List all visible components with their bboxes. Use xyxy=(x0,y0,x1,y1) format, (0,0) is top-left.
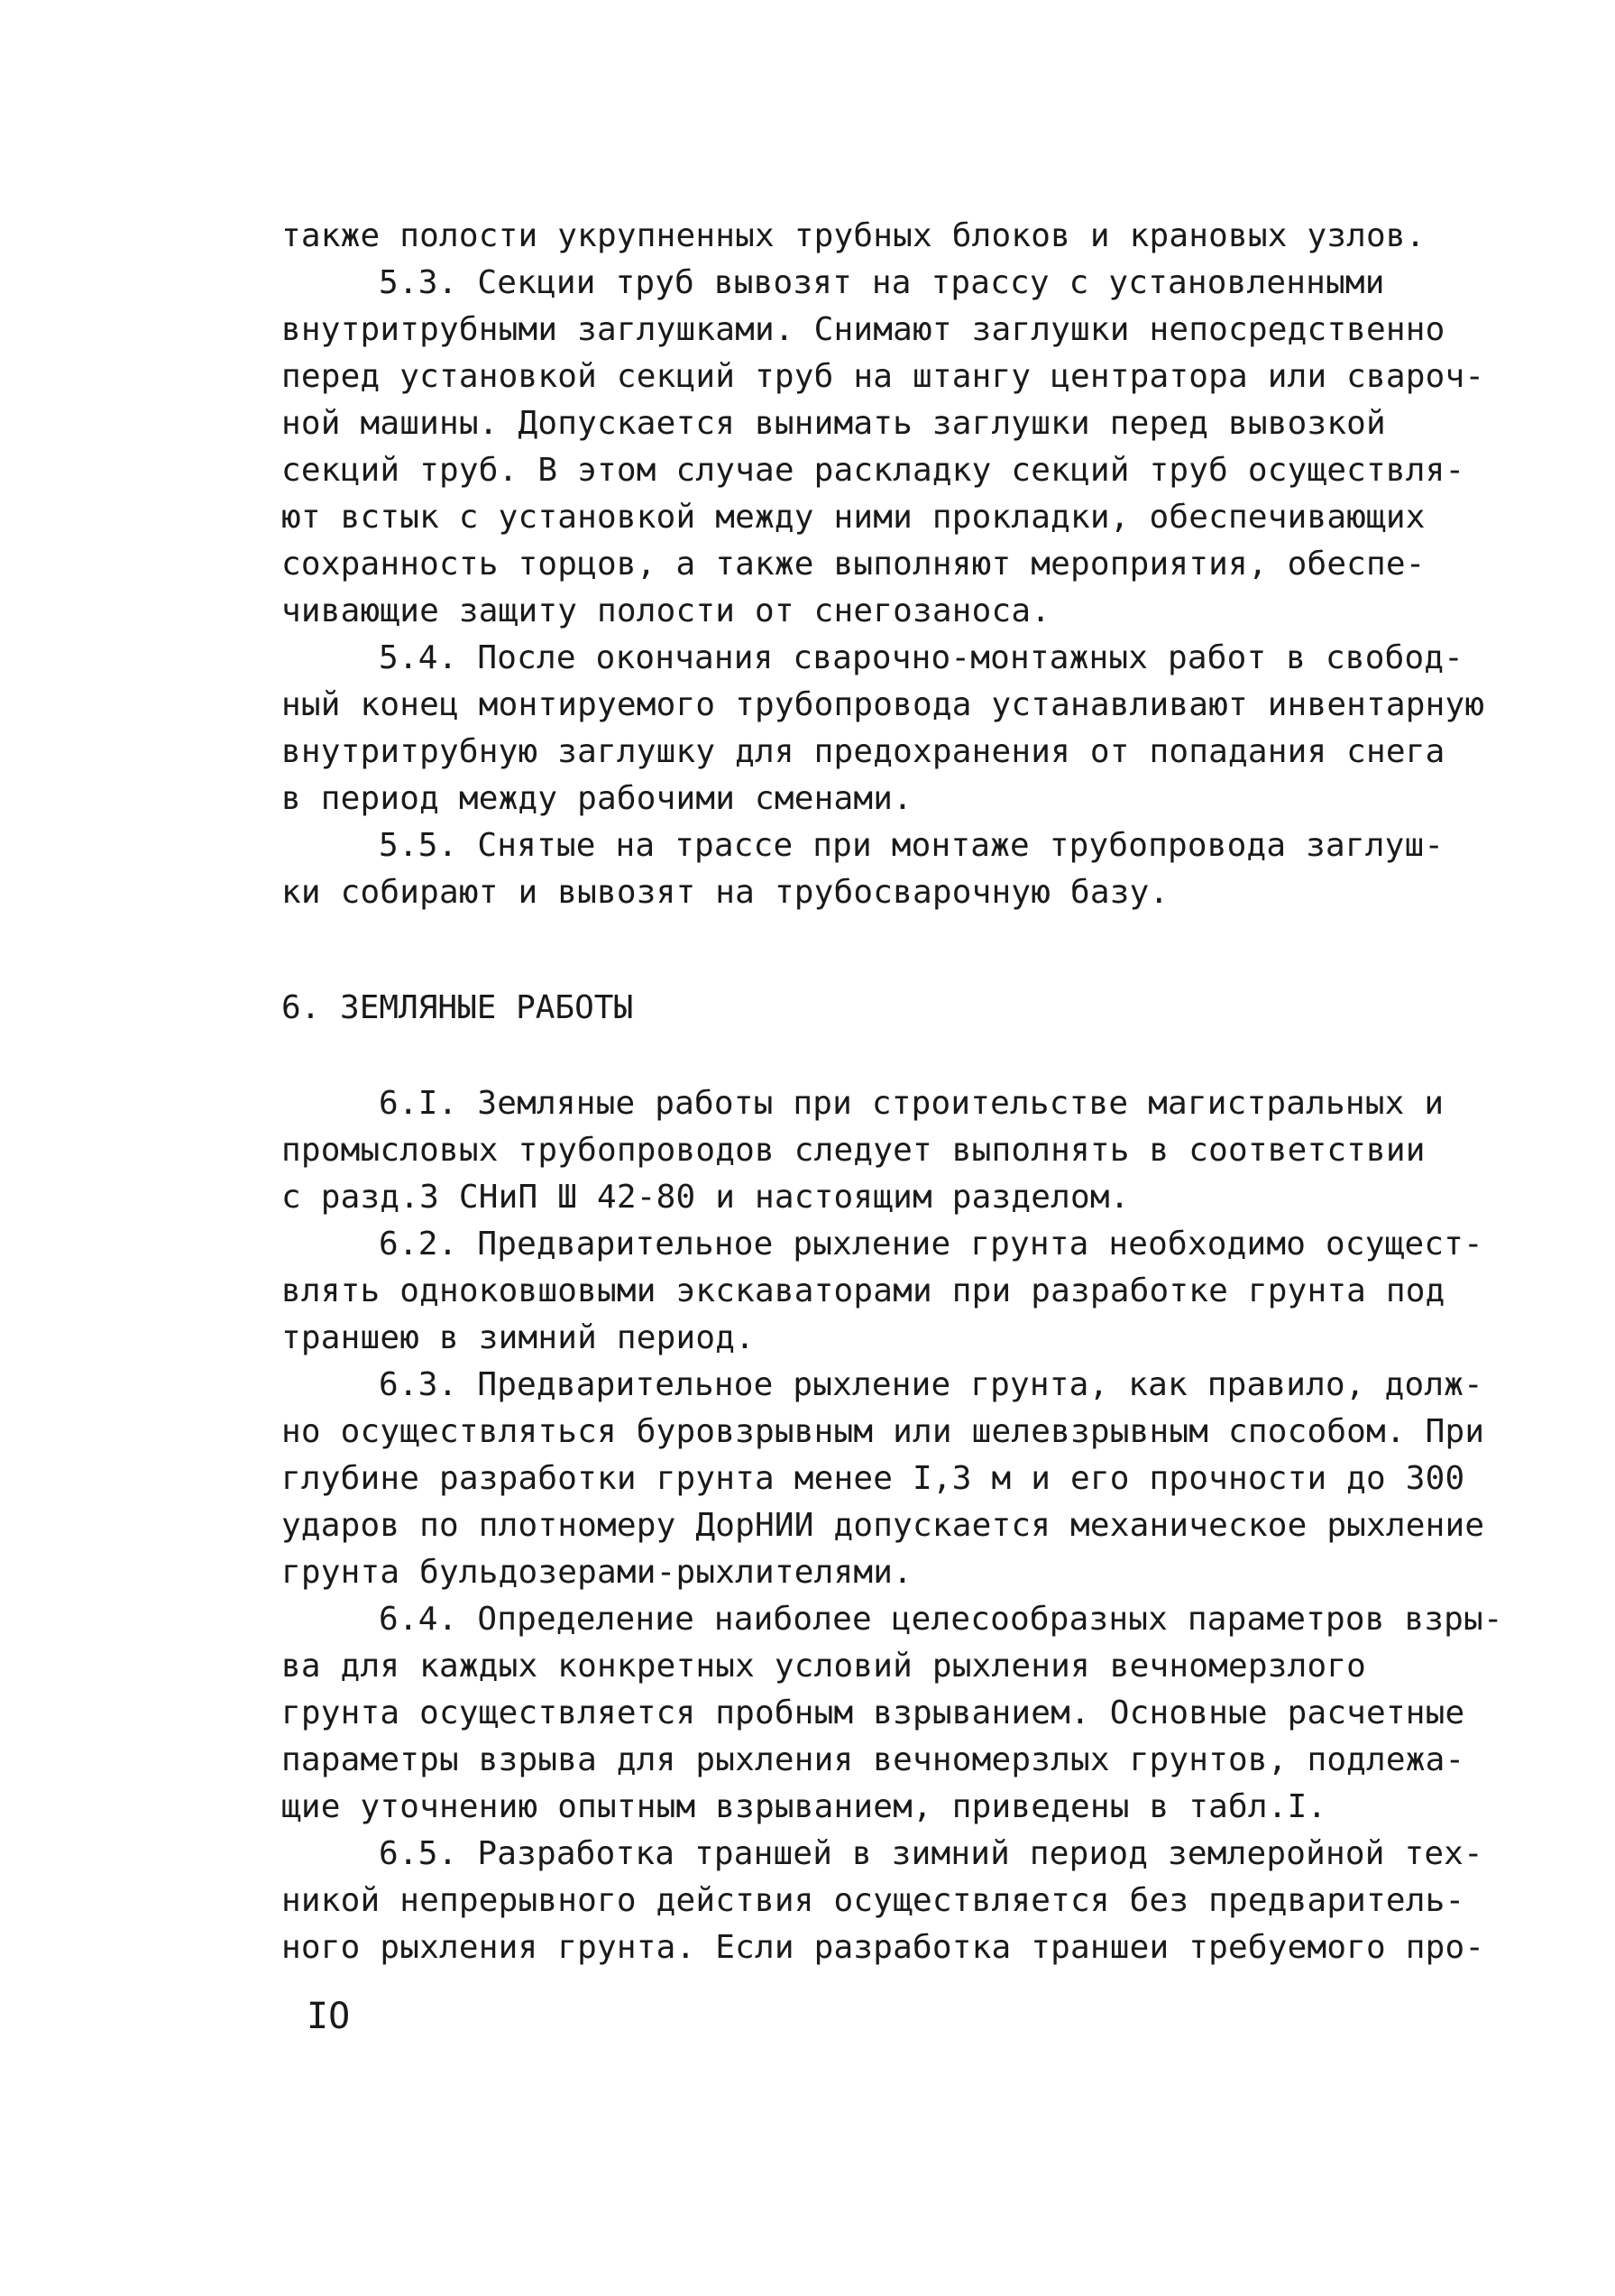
text-line: влять одноковшовыми экскаваторами при разработке грунта под xyxy=(281,1272,1445,1309)
text-line: ный конец монтируемого трубопровода устанавливают инвентарную xyxy=(281,686,1485,723)
paragraph-6-1-start: 6.I. Земляные работы при строительстве магистральных и xyxy=(379,1085,1445,1122)
text-line: сохранность торцов, а также выполняют мероприятия, обеспе- xyxy=(281,546,1426,583)
text-line: перед установкой секций труб на штангу центратора или свароч- xyxy=(281,358,1485,395)
paragraph-6-2-start: 6.2. Предварительное рыхление грунта необходимо осущест- xyxy=(379,1226,1483,1263)
text-line: ударов по плотномеру ДорНИИ допускается механическое рыхление xyxy=(281,1507,1485,1544)
text-line: внутритрубными заглушками. Снимают заглушки непосредственно xyxy=(281,311,1445,348)
text-line: грунта бульдозерами-рыхлителями. xyxy=(281,1554,913,1591)
paragraph-6-3-start: 6.3. Предварительное рыхление грунта, как правило, долж- xyxy=(379,1366,1483,1403)
paragraph-5-5-start: 5.5. Снятые на трассе при монтаже трубопровода заглуш- xyxy=(379,827,1445,864)
text-line: ного рыхления грунта. Если разработка траншеи требуемого про- xyxy=(281,1929,1485,1966)
text-line: внутритрубную заглушку для предохранения от попадания снега xyxy=(281,733,1445,770)
text-line: ки собирают и вывозят на трубосварочную базу. xyxy=(281,874,1170,911)
text-line: с разд.3 СНиП Ш 42-80 и настоящим разделом. xyxy=(281,1179,1130,1216)
text-line: но осуществляться буровзрывным или шелевзрывным способом. При xyxy=(281,1413,1485,1450)
text-line: секций труб. В этом случае раскладку секций труб осуществля- xyxy=(281,452,1465,489)
text-line: глубине разработки грунта менее I,3 м и его прочности до 300 xyxy=(281,1460,1465,1497)
text-line: ва для каждых конкретных условий рыхления вечномерзлого xyxy=(281,1648,1367,1685)
text-line: чивающие защиту полости от снегозаноса. xyxy=(281,592,1051,629)
text-line: ют встык с установкой между ними прокладки, обеспечивающих xyxy=(281,499,1426,536)
text-line: также полости укрупненных трубных блоков и крановых узлов. xyxy=(281,217,1426,254)
page-number: IO xyxy=(307,1996,351,2037)
text-line: параметры взрыва для рыхления вечномерзлых грунтов, подлежа- xyxy=(281,1741,1465,1778)
paragraph-6-5-start: 6.5. Разработка траншей в зимний период землеройной тех- xyxy=(379,1835,1483,1872)
text-line: никой непрерывного действия осуществляется без предваритель- xyxy=(281,1882,1465,1919)
text-line: грунта осуществляется пробным взрыванием. Основные расчетные xyxy=(281,1694,1465,1731)
text-line: ной машины. Допускается вынимать заглушки перед вывозкой xyxy=(281,405,1386,442)
paragraph-6-4-start: 6.4. Определение наиболее целесообразных параметров взры- xyxy=(379,1601,1503,1638)
text-line: щие уточнению опытным взрыванием, приведены в табл.I. xyxy=(281,1788,1327,1825)
text-line: в период между рабочими сменами. xyxy=(281,780,913,817)
section-heading: 6. ЗЕМЛЯНЫЕ РАБОТЫ xyxy=(281,989,634,1026)
text-line: промысловых трубопроводов следует выполнять в соответствии xyxy=(281,1132,1426,1169)
text-line: траншею в зимний период. xyxy=(281,1319,755,1356)
paragraph-5-4-start: 5.4. После окончания сварочно-монтажных работ в свобод- xyxy=(379,639,1464,676)
paragraph-5-3-start: 5.3. Секции труб вывозят на трассу с установленными xyxy=(379,264,1385,301)
